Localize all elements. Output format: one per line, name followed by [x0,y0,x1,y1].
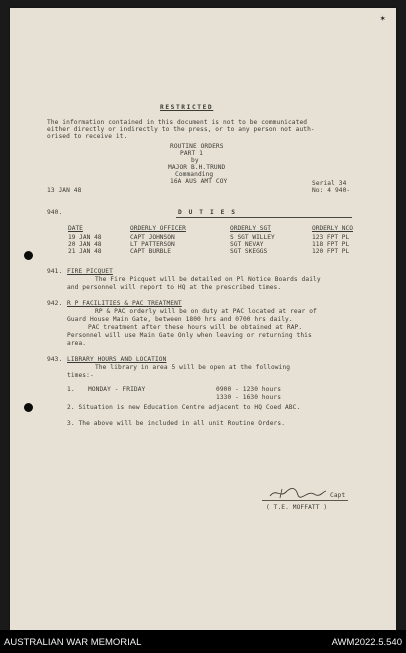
body-line: area. [67,340,87,347]
disclaimer-line: orised to receive it. [47,133,128,140]
order-date: 13 JAN 48 [47,187,82,194]
signature-rank: Capt [330,492,346,499]
archive-name: AUSTRALIAN WAR MEMORIAL [4,637,142,648]
orders-part: PART 1 [180,150,203,157]
orders-title: ROUTINE ORDERS [170,143,224,150]
punch-hole [24,251,33,260]
col-officer: ORDERLY OFFICER [130,225,186,232]
col-date: DATE [68,225,83,232]
body-line: and personnel will report to HQ at the prescribed times. [67,284,282,291]
duty-nco: 123 FPT PL [312,234,350,241]
commander-name: MAJOR B.H.TRUND [168,164,226,171]
col-sgt: ORDERLY SGT [230,225,271,232]
duty-date: 21 JAN 48 [68,248,102,255]
duty-officer: CAPT JOHNSON [130,234,175,241]
section-number: 940. [47,209,63,216]
duties-rule [176,217,352,218]
archive-footer [0,630,406,653]
item-number: 1. [67,386,75,393]
commanding-label: Commanding [175,171,214,178]
duties-heading: D U T I E S [178,209,237,216]
classification-heading: RESTRICTED [160,104,214,111]
duty-sgt: SGT SKEGGS [230,248,268,255]
library-hours: 0900 - 1230 hours [216,386,282,393]
duty-date: 19 JAN 48 [68,234,102,241]
duty-sgt: S SGT WILLEY [230,234,275,241]
archive-id: AWM2022.5.540 [331,637,402,648]
section-number: 941. [47,268,63,275]
signature-rule [262,500,348,501]
signature-icon [268,486,328,500]
signature-block: ( T.E. MOFFATT ) [266,504,328,511]
duty-officer: LT PATTERSON [130,241,175,248]
body-line: The library in area 5 will be open at the following [95,364,291,371]
library-heading: LIBRARY HOURS AND LOCATION [67,356,167,363]
disclaimer-line: either directly or indirectly to the press, or to any person not auth- [47,126,315,133]
library-situation: 2. Situation is new Education Centre adjacent to HQ Coed ABC. [67,404,301,411]
section-number: 943. [47,356,63,363]
body-line: Personnel will use Main Gate Only when leaving or returning this [67,332,312,339]
body-line: PAC treatment after these hours will be obtained at RAP. [88,324,303,331]
orders-by: by [191,157,199,164]
order-number: No: 4 940- [312,187,351,194]
duty-date: 20 JAN 48 [68,241,102,248]
punch-hole [24,403,33,412]
serial-number: Serial 34 [312,180,347,187]
library-days: MONDAY - FRIDAY [88,386,146,393]
body-line: times:- [67,372,94,379]
corner-mark-icon: ✶ [380,14,386,24]
duty-officer: CAPT BURBLE [130,248,171,255]
duty-nco: 120 FPT PL [312,248,350,255]
col-nco: ORDERLY NCO [312,225,353,232]
fire-picquet-heading: FIRE PICQUET [67,268,113,275]
duty-sgt: SGT NEVAY [230,241,264,248]
library-hours: 1330 - 1630 hours [216,394,282,401]
duty-nco: 118 FPT PL [312,241,350,248]
section-number: 942. [47,300,63,307]
rp-facilities-heading: R P FACILITIES & PAC TREATMENT [67,300,182,307]
body-line: Guard House Main Gate, between 1800 hrs and 0700 hrs daily. [67,316,293,323]
unit-name: 16A AUS AMT COY [170,178,228,185]
body-line: RP & PAC orderly will be on duty at PAC located at rear of [95,308,317,315]
body-line: The Fire Picquet will be detailed on Pl Notice Boards daily [95,276,321,283]
library-note: 3. The above will be included in all unit Routine Orders. [67,420,286,427]
disclaimer-line: The information contained in this document is not to be communicated [47,119,308,126]
